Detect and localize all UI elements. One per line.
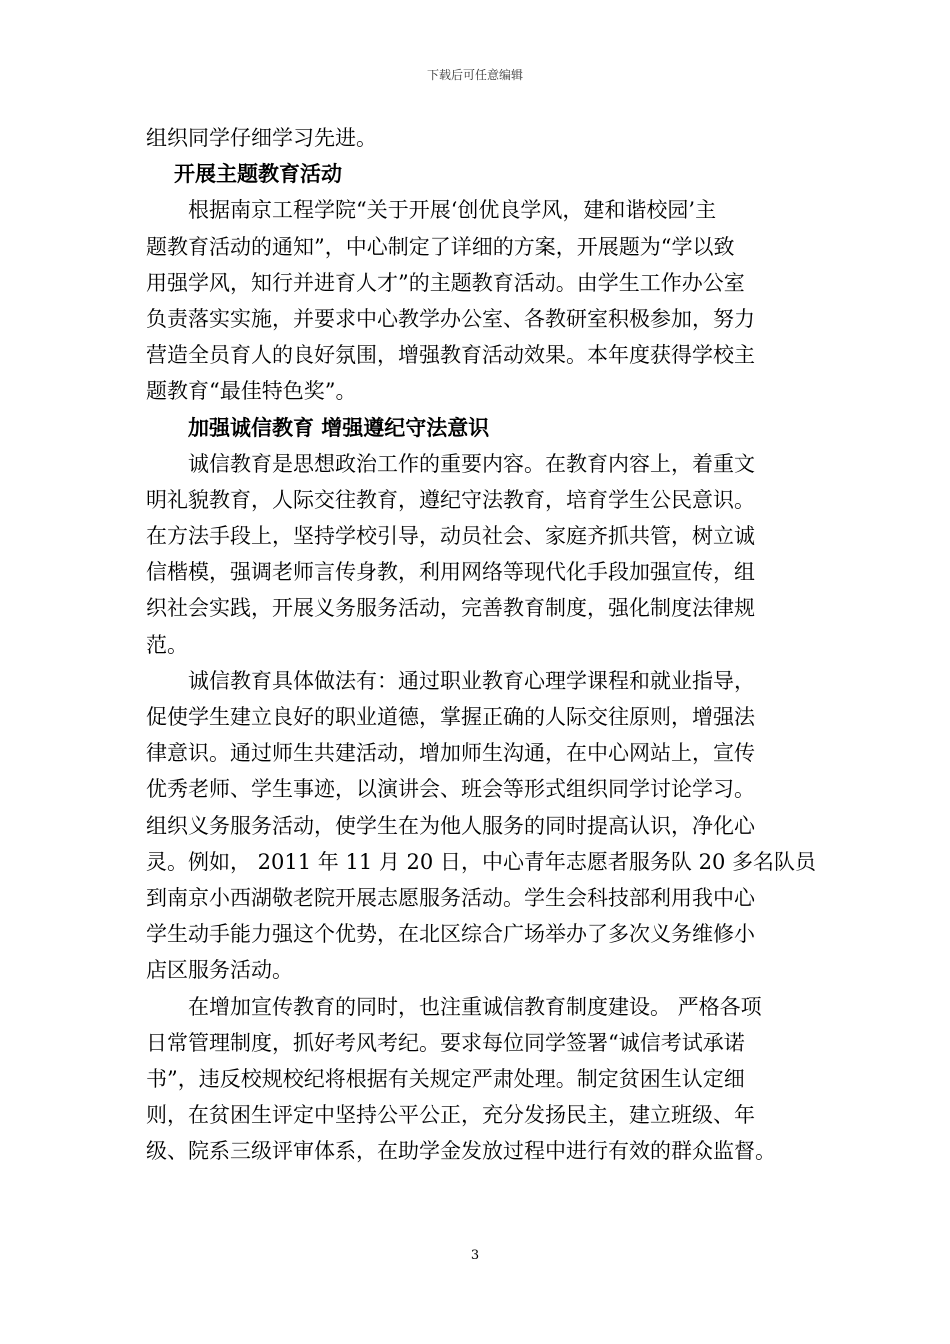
paragraph-first-line: 在增加宣传教育的同时，也注重诚信教育制度建设。 严格各项 — [188, 994, 762, 1019]
body-line: 织社会实践，开展义务服务活动，完善教育制度，强化制度法律规 — [146, 596, 755, 621]
body-line: 书”，违反校规校纪将根据有关规定严肃处理。制定贫困生认定细 — [146, 1066, 745, 1091]
body-line: 明礼貌教育，人际交往教育，遵纪守法教育，培育学生公民意识。 — [146, 487, 755, 512]
paragraph-first-line: 诚信教育具体做法有：通过职业教育心理学课程和就业指导， — [188, 668, 755, 693]
body-line: 级、院系三级评审体系，在助学金发放过程中进行有效的群众监督。 — [146, 1139, 776, 1164]
section-heading: 加强诚信教育 增强遵纪守法意识 — [188, 414, 490, 440]
body-line: 学生动手能力强这个优势，在北区综合广场举办了多次义务维修小 — [146, 922, 755, 947]
body-line: 店区服务活动。 — [146, 958, 293, 983]
body-line: 在方法手段上，坚持学校引导，动员社会、家庭齐抓共管，树立诚 — [146, 524, 755, 549]
body-line: 则，在贫困生评定中坚持公平公正，充分发扬民主，建立班级、年 — [146, 1103, 755, 1128]
body-line: 优秀老师、学生事迹，以演讲会、班会等形式组织同学讨论学习。 — [146, 777, 755, 802]
body-line: 日常管理制度，抓好考风考纪。要求每位同学签署“诚信考试承诺 — [146, 1030, 745, 1055]
body-line: 到南京小西湖敬老院开展志愿服务活动。学生会科技部利用我中心 — [146, 885, 755, 910]
document-body — [146, 120, 822, 1169]
body-line: 组织义务服务活动，使学生在为他人服务的同时提高认识，净化心 — [146, 813, 755, 838]
body-line: 灵。例如， 2011 年 11 月 20 日，中心青年志愿者服务队 20 多名队员 — [146, 849, 817, 874]
paragraph-first-line: 诚信教育是思想政治工作的重要内容。在教育内容上，着重文 — [188, 451, 755, 476]
body-line: 信楷模，强调老师言传身教，利用网络等现代化手段加强宣传，组 — [146, 560, 755, 585]
body-line: 用强学风，知行并进育人才”的主题教育活动。由学生工作办公室 — [146, 270, 745, 295]
body-line: 促使学生建立良好的职业道德，掌握正确的人际交往原则，增强法 — [146, 705, 755, 729]
body-line: 组织同学仔细学习先进。 — [146, 126, 377, 150]
body-line: 题教育活动的通知”，中心制定了详细的方案，开展题为“学以致 — [146, 234, 735, 259]
header-note: 下载后可任意编辑 — [426, 68, 523, 82]
body-line: 范。 — [146, 632, 188, 657]
page-number: 3 — [470, 1248, 480, 1263]
body-line: 题教育“最佳特色奖”。 — [146, 379, 357, 404]
body-line: 营造全员育人的良好氛围，增强教育活动效果。本年度获得学校主 — [146, 343, 755, 368]
paragraph-first-line: 根据南京工程学院“关于开展‘创优良学风，建和谐校园’主 — [188, 198, 717, 223]
body-line: 负责落实实施，并要求中心教学办公室、各教研室积极参加，努力 — [146, 306, 755, 331]
section-heading: 开展主题教育活动 — [174, 161, 342, 187]
body-line: 律意识。通过师生共建活动，增加师生沟通，在中心网站上，宣传 — [146, 741, 755, 766]
